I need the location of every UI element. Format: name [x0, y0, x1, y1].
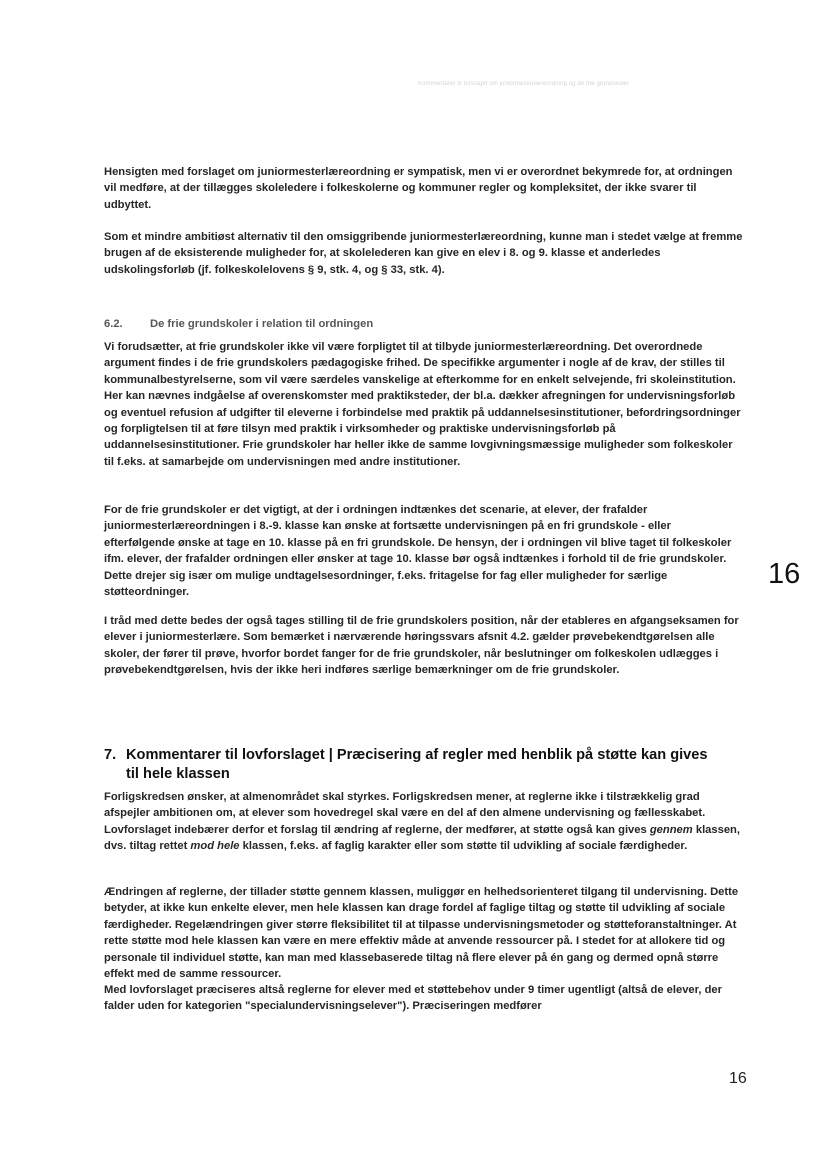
- footer-page-number: 16: [729, 1070, 747, 1087]
- paragraph-scenarie: For de frie grundskoler er det vigtigt, at der i ordningen indtænkes det scenarie, at elever, der frafalder juniormesterlæreordningen i 8.-9. klasse kan ønske at fortsætte undervisningen på en fri grundskole - eller efterfølgende ønske at tage en 10. klasse på en fri grundskole. De hensyn, der i ordningen vil blive taget til folkeskoler ifm. elever, der frafalder ordningen eller ønsker at tage 10. klasse bør også indtænkes i forhold til de frie grundskoler. Dette drejer sig især om mulige undtagelsesordninger, f.eks. fritagelse for fag eller muligheder for særlige støtteordninger.: [104, 504, 732, 599]
- paragraph-praecisering: Med lovforslaget præciseres altså reglerne for elever med et støttebehov under 9 timer ugentligt (altså de elever, der falder uden for kategorien "specialundervisningselever"). Præciseringen medfører: [104, 984, 723, 1013]
- paragraph-aendringen: Ændringen af reglerne, der tillader støtte gennem klassen, muliggør en helhedsorienteret tilgang til undervisning. Dette betyder, at ikke kun enkelte elever, men hele klassen kan drage fordel af faglige tiltag og støtte til udvikling af sociale færdigheder. Regelændringen giver større fleksibilitet til at tilpasse undervisningsmetoder og støtteforanstaltninger. At rette støtte mod hele klassen kan være en mere effektiv måde at anvende ressourcer på. I stedet for at allokere tid og personale til individuel støtte, kan man med klassebaserede tiltag nå flere elever på én gang og dermed opnå større effekt med de samme ressourcer.: [104, 886, 739, 981]
- emphasis-text: mod hele: [190, 840, 240, 853]
- section-title: De frie grundskoler i relation til ordningen: [150, 318, 374, 330]
- text-segment: klassen, dvs. tiltag rettet: [104, 823, 741, 853]
- faint-header-text: Kommentarer til forslaget om juniormesterlæreordning og de frie grundskoler: [418, 81, 629, 87]
- paragraph-alternative: Som et mindre ambitiøst alternativ til den omsiggribende juniormesterlæreordning, kunne man i stedet vælge at fremme brugen af de eksisterende muligheder for, at skolelederen kan give en elev i 8. og 9. klasse et anderledes udskolingsforløb (jf. folkeskolelovens § 9, stk. 4, og § 33, stk. 4).: [104, 231, 743, 276]
- emphasis-text: gennem: [649, 823, 693, 836]
- chapter-number: 7.: [104, 747, 117, 763]
- text-segment: klassen, f.eks. af faglig karakter eller som støtte til udvikling af sociale færdigheder.: [239, 840, 688, 853]
- chapter-heading-7: [104, 746, 754, 784]
- paragraph-intro: Hensigten med forslaget om juniormesterlæreordning er sympatisk, men vi er overordnet bekymrede for, at ordningen vil medføre, at der tillægges skoleledere i folkeskolerne og kommuner regler og kompleksitet, der ikke svarer til udbyttet.: [104, 166, 733, 211]
- chapter-title-line1: Kommentarer til lovforslaget | Præcisering af regler med henblik på støtte kan gives: [126, 747, 708, 763]
- paragraph-forligskredsen: [104, 789, 744, 855]
- section-number: 6.2.: [104, 318, 123, 330]
- section-heading-6-2: [104, 318, 744, 330]
- paragraph-afgangseksamen: I tråd med dette bedes der også tages stilling til de frie grundskolers position, når der etableres en afgangseksamen for elever i juniormesterlære. Som bemærket i nærværende høringssvars afsnit 4.2. gælder prøvebekendtgørelsen alle skoler, der fører til prøve, hvorfor bordet fanger for de frie grundskoler, når beslutninger om folkeskolen udlægges i prøvebekendtgørelsen, hvis der ikke heri indføres særlige bemærkninger om de frie grundskoler.: [104, 615, 739, 677]
- side-page-number: 16: [768, 558, 801, 590]
- text-segment: Forligskredsen ønsker, at almenområdet skal styrkes. Forligskredsen mener, at reglerne ikke i tilstrækkelig grad afspejler ambitionen om, at elever som hovedregel skal være en del af den almene undervisning og fællesskabet. Lovforslaget indebærer derfor et forslag til ændring af reglerne, der medfører, at støtte også kan gives: [104, 791, 706, 836]
- paragraph-frie-grundskoler: Vi forudsætter, at frie grundskoler ikke vil være forpligtet til at tilbyde juniormesterlæreordning. Det overordnede argument findes i de frie grundskolers pædagogiske frihed. De specifikke argumenter i nogle af de krav, der stilles til kommunalbestyrelserne, som vil være særdeles vanskelige at efterkomme for en enkelt selvejende, fri skoleinstitution. Her kan nævnes indgåelse af overenskomster med praktiksteder, der bl.a. dækker afregningen for undervisningsforløb og eventuel refusion af udgifter til eleverne i forbindelse med praktik på uddannelsesinstitutioner, befordringsordninger og forpligtelsen til at føre tilsyn med praktik i virksomheder og praktiske undervisningsforløb på uddannelsesinstitutioner. Frie grundskoler har heller ikke de samme lovgivningsmæssige muligheder som folkeskoler til f.eks. at samarbejde om undervisningen med andre institutioner.: [104, 341, 741, 468]
- chapter-title-line2: til hele klassen: [126, 766, 230, 782]
